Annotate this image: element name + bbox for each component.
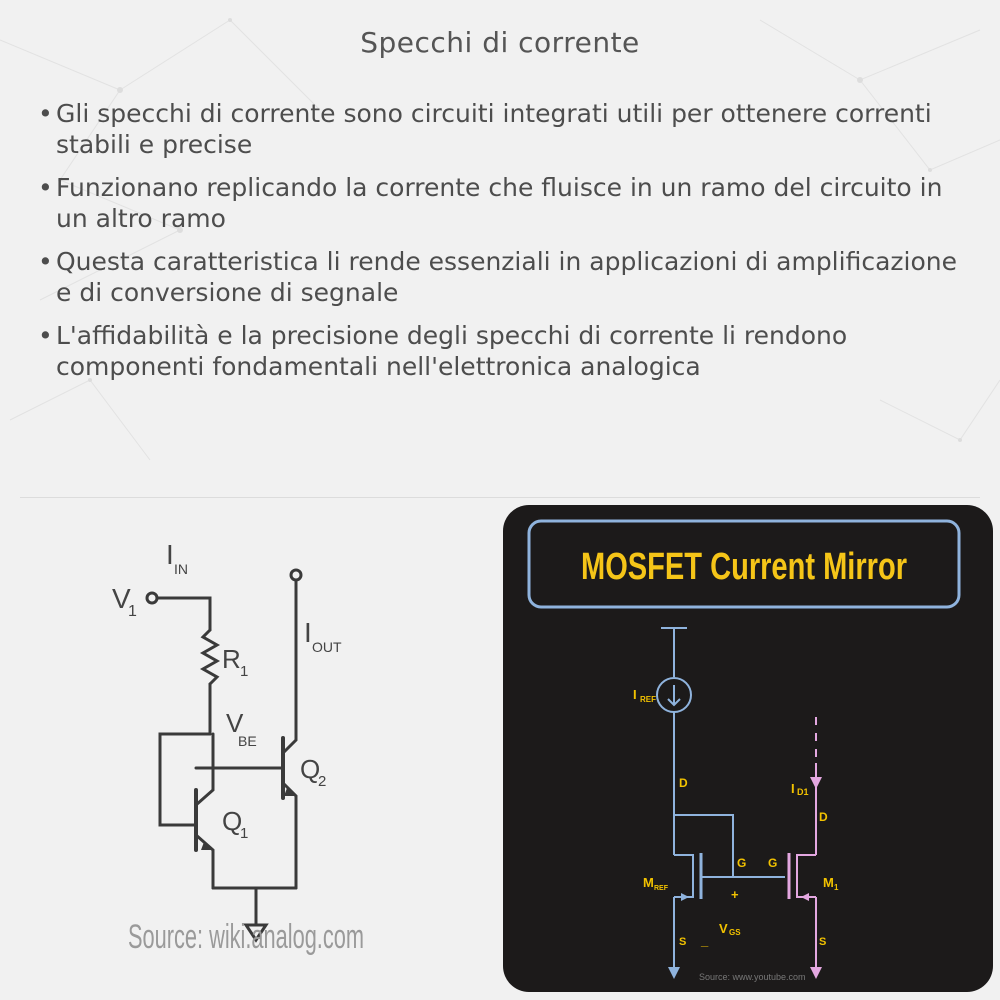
bullet-item: • Funzionano replicando la corrente che fluisce in un ramo del circuito in un altro ramo (36, 172, 966, 234)
label-r1-sub: 1 (240, 663, 249, 680)
label-r1: R (222, 644, 241, 674)
label-q2-sub: 2 (318, 773, 327, 790)
label-d-left: D (679, 776, 688, 790)
label-minus: _ (701, 933, 709, 948)
label-mref: M (643, 875, 654, 890)
bjt-source-caption: Source: wiki.analog.com (128, 918, 364, 956)
mosfet-source-caption: Source: www.youtube.com (699, 972, 806, 982)
label-s-left: S (679, 936, 687, 948)
label-v1-sub: 1 (128, 603, 137, 620)
label-vbe-sub: BE (238, 733, 257, 749)
label-iref-sub: REF (640, 695, 656, 704)
diode-connection-wire (160, 734, 210, 825)
label-g-right: G (768, 856, 778, 870)
label-mref-sub: REF (654, 885, 668, 892)
label-s-right: S (819, 936, 827, 948)
q2-emitter (283, 783, 296, 888)
mosfet-title: MOSFET Current Mirror (581, 546, 908, 588)
bullet-list (36, 98, 966, 394)
label-iout-sub: OUT (312, 639, 342, 655)
label-iin: I (166, 539, 174, 570)
label-id1: I (791, 781, 795, 796)
label-iout: I (304, 617, 312, 648)
mosfet-current-mirror-diagram (503, 505, 993, 992)
label-vbe: V (226, 708, 244, 738)
bullet-item: • L'affidabilità e la precisione degli specchi di corrente li rendono componenti fondamentali nell'elettronica analogica (36, 320, 966, 382)
q2-collector (283, 580, 296, 753)
section-divider (20, 497, 980, 498)
bullet-item: • Questa caratteristica li rende essenziali in applicazioni di amplificazione e di conversione di segnale (36, 246, 966, 308)
label-iref: I (633, 687, 637, 702)
label-m1-sub: 1 (834, 883, 839, 892)
label-plus: + (731, 887, 739, 902)
bullet-item: • Gli specchi di corrente sono circuiti integrati utili per ottenere correnti stabili e precise (36, 98, 966, 160)
label-q1: Q (222, 806, 243, 836)
label-m1: M (823, 875, 834, 890)
label-d-right: D (819, 810, 828, 824)
label-g-left: G (737, 856, 747, 870)
label-q1-sub: 1 (240, 825, 249, 842)
label-v1: V (112, 583, 131, 614)
bjt-current-mirror-diagram (0, 520, 490, 990)
label-q2: Q (300, 754, 321, 784)
label-id1-sub: D1 (797, 787, 809, 797)
input-wire (157, 598, 210, 630)
page-title: Specchi di corrente (360, 26, 640, 59)
label-vgs-sub: GS (729, 928, 741, 937)
resistor-r1 (203, 630, 217, 684)
label-vgs: V (719, 921, 728, 936)
label-iin-sub: IN (174, 561, 188, 577)
iout-terminal (291, 570, 301, 580)
